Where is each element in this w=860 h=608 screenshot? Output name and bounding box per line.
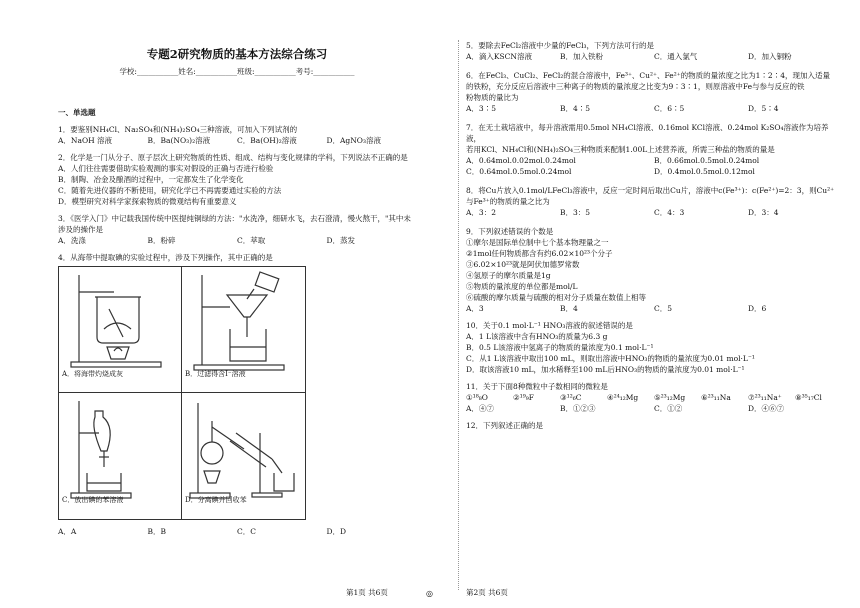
page-footer-left: 第1页 共6页 [346, 588, 388, 597]
option-d: D．蒸发 [326, 236, 356, 245]
option-a: A．④⑦ [466, 404, 494, 413]
option-a: A．洗涤 [58, 236, 86, 245]
right-page [430, 0, 860, 608]
section-heading: 一、单选题 [58, 108, 96, 117]
option-c: C．6∶5 [654, 104, 685, 113]
option-d: D．D [326, 527, 347, 536]
question-3-line-1: 3．《医学入门》中记载我国传统中医提纯铜绿的方法："水洗净，细研水飞，去石澄清，慢火熬干，"其中未 [58, 214, 411, 223]
option-c: C．5 [654, 304, 673, 313]
question-2-option-a: A．人们往往需要借助实验观测的事实对假设的正确与否进行检验 [58, 164, 274, 173]
figure-d-caption: D．分离碘并回收苯 [185, 496, 247, 504]
question-12: 12．下列叙述正确的是 [466, 421, 544, 430]
question-1-options [58, 135, 416, 146]
question-7-line-1: 7．在无土栽培液中，每升溶液需用0.5mol NH₄Cl溶液、0.16mol KCl溶液、0.24mol K₂SO₄溶液作为培养液， [466, 123, 829, 143]
option-c: C．萃取 [237, 236, 266, 245]
question-9-item-2: ②1mol任何物质都含有约6.02×10²³个分子 [466, 249, 613, 258]
option-d: D．AgNO₃溶液 [326, 136, 381, 145]
particle-6: ⑥²³₁₁Na [701, 393, 731, 402]
option-b: B．粉碎 [147, 236, 176, 245]
option-b: B．3：5 [560, 208, 591, 217]
question-10-option-d: D．取该溶液10 mL，加水稀释至100 mL后HNO₃的物质的量浓度为0.01 mol·L⁻¹ [466, 365, 745, 374]
question-11-particles [466, 392, 842, 403]
question-2: 2．化学是一门从分子、原子层次上研究物质的性质、组成、结构与变化规律的学科，下列说法不正确的是 [58, 153, 408, 162]
particle-5: ⑤²³₁₂Mg [654, 393, 686, 402]
option-c: C．C [237, 527, 256, 536]
student-info-line: 学校:___________姓名:___________班级:___________考号:___________ [119, 67, 355, 76]
option-a: A．3：2 [466, 208, 496, 217]
option-d: D．0.4mol.0.5mol.0.12mol [654, 167, 755, 176]
figure-b-caption: B．过滤得含I⁻溶液 [185, 370, 246, 378]
question-6-options [466, 103, 842, 114]
option-d: D．5∶4 [748, 104, 779, 113]
page-separator-icon: ◎ [426, 589, 433, 598]
figure-c-caption: C．放出碘的苯溶液 [62, 496, 124, 504]
question-8-line-1: 8．将Cu片放入0.1mol/LFeCl₃溶液中，反应一定时间后取出Cu片，溶液中c(Fe³⁺)：c(Fe²⁺)=2：3，则Cu²⁺ [466, 186, 835, 195]
particle-8: ⑧³⁵₁₇Cl [795, 393, 822, 402]
option-d: D．6 [748, 304, 767, 313]
question-3-options [58, 235, 416, 246]
figure-a-caption: A．将海带灼烧成灰 [62, 370, 124, 378]
page-title: 专题2研究物质的基本方法综合练习 [146, 47, 328, 61]
question-10-option-b: B．0.5 L该溶液中氢离子的物质的量浓度为0.1 mol·L⁻¹ [466, 343, 654, 352]
question-6-line-1: 6．在FeCl₃、CuCl₂、FeCl₂的混合溶液中，Fe³⁺、Cu²⁺、Fe²⁺的物质的量浓度之比为1∶2∶4，现加入适量 [466, 71, 830, 80]
option-c: C．4：3 [654, 208, 685, 217]
question-5: 5．要除去FeCl₂溶液中少量的FeCl₃，下列方法可行的是 [466, 41, 655, 50]
figure-distillation [182, 393, 305, 519]
option-b: B．4 [560, 304, 578, 313]
question-7-options-cd [466, 166, 842, 177]
particle-2: ②¹⁹₉F [513, 393, 534, 402]
particle-3: ③¹²₆C [560, 393, 582, 402]
option-a: A．A [58, 527, 77, 536]
question-9-options [466, 303, 842, 314]
question-8-options [466, 207, 842, 218]
question-5-options [466, 51, 842, 62]
question-9-item-1: ①摩尔是国际单位制中七个基本物理量之一 [466, 238, 609, 247]
option-c: C．通入氯气 [654, 52, 698, 61]
particle-4: ④²⁴₁₂Mg [607, 393, 639, 402]
question-3-line-2: 涉及的操作是 [58, 225, 103, 234]
question-10-option-c: C．从1 L该溶液中取出100 mL，则取出溶液中HNO₃的物质的量浓度为0.01 mol·L⁻¹ [466, 354, 755, 363]
option-b: B．0.66mol.0.5mol.0.24mol [654, 156, 760, 165]
question-7-options-ab [466, 155, 842, 166]
question-8-line-2: 与Fe³⁺的物质的量之比为 [466, 197, 550, 206]
question-6-line-3: 粉物质的量比为 [466, 93, 519, 102]
question-9-item-4: ④氢原子的摩尔质量是1g [466, 271, 551, 280]
option-b: B．Ba(NO₃)₂溶液 [147, 136, 211, 145]
question-4: 4．从海带中提取碘的实验过程中，涉及下列操作，其中正确的是 [58, 253, 273, 262]
figure-separatory-funnel [59, 393, 182, 519]
question-2-option-c: C．随着先进仪器的不断使用，研究化学已不再需要通过实验的方法 [58, 186, 282, 195]
figure-burning-seaweed [59, 267, 182, 393]
option-a: A．3 [466, 304, 484, 313]
question-10: 10．关于0.1 mol·L⁻¹ HNO₃溶液的叙述错误的是 [466, 321, 633, 330]
question-10-option-a: A．1 L该溶液中含有HNO₃的质量为6.3 g [466, 332, 608, 341]
particle-1: ①¹⁸₈O [466, 393, 488, 402]
question-11: 11．关于下面8种微粒中子数相同的微粒是 [466, 382, 608, 391]
option-b: B．4∶5 [560, 104, 591, 113]
option-c: C．①② [654, 404, 683, 413]
option-d: D．3：4 [748, 208, 779, 217]
page-footer-right: 第2页 共6页 [466, 588, 508, 597]
apparatus-figure-grid [58, 266, 306, 520]
question-4-options [58, 526, 416, 537]
option-d: D．加入铜粉 [748, 52, 792, 61]
option-c: C．Ba(OH)₂溶液 [237, 136, 297, 145]
option-a: A．3∶5 [466, 104, 496, 113]
question-1: 1．要鉴别NH₄Cl、Na₂SO₄和(NH₄)₂SO₄三种溶液，可加入下列试剂的 [58, 125, 298, 134]
option-a: A．0.64mol.0.02mol.0.24mol [466, 156, 576, 165]
question-7-line-2: 若用KCl、NH₄Cl和(NH₄)₂SO₄三种物质来配制1.00L上述营养液，所需三种盐的物质的量是 [466, 145, 775, 154]
option-a: A．NaOH 溶液 [58, 136, 113, 145]
option-b: B．加入铁粉 [560, 52, 604, 61]
question-9-item-6: ⑥硫酸的摩尔质量与硫酸的相对分子质量在数值上相等 [466, 293, 646, 302]
question-2-option-b: B．制陶、冶金及酿酒的过程中，一定都发生了化学变化 [58, 175, 244, 184]
option-b: B．①②③ [560, 404, 596, 413]
question-11-options [466, 403, 842, 414]
option-c: C．0.64mol.0.5mol.0.24mol [466, 167, 572, 176]
option-b: B．B [147, 527, 167, 536]
question-2-option-d: D．模型研究对科学家探索物质的微观结构有重要意义 [58, 197, 237, 206]
particle-7: ⑦²³₁₁Na⁺ [748, 393, 782, 402]
figure-filtration [182, 267, 305, 393]
option-d: D．④⑥⑦ [748, 404, 785, 413]
question-6-line-2: 的铁粉，充分反应后溶液中三种离子的物质的量浓度之比变为9∶3∶1，则原溶液中Fe与参与反应的铁 [466, 82, 805, 91]
question-9-item-5: ⑤物质的量浓度的单位都是mol/L [466, 282, 578, 291]
question-9-item-3: ③6.02×10²³就是阿伏加德罗常数 [466, 260, 580, 269]
option-a: A．滴入KSCN溶液 [466, 52, 532, 61]
question-9: 9．下列叙述错误的个数是 [466, 227, 554, 236]
